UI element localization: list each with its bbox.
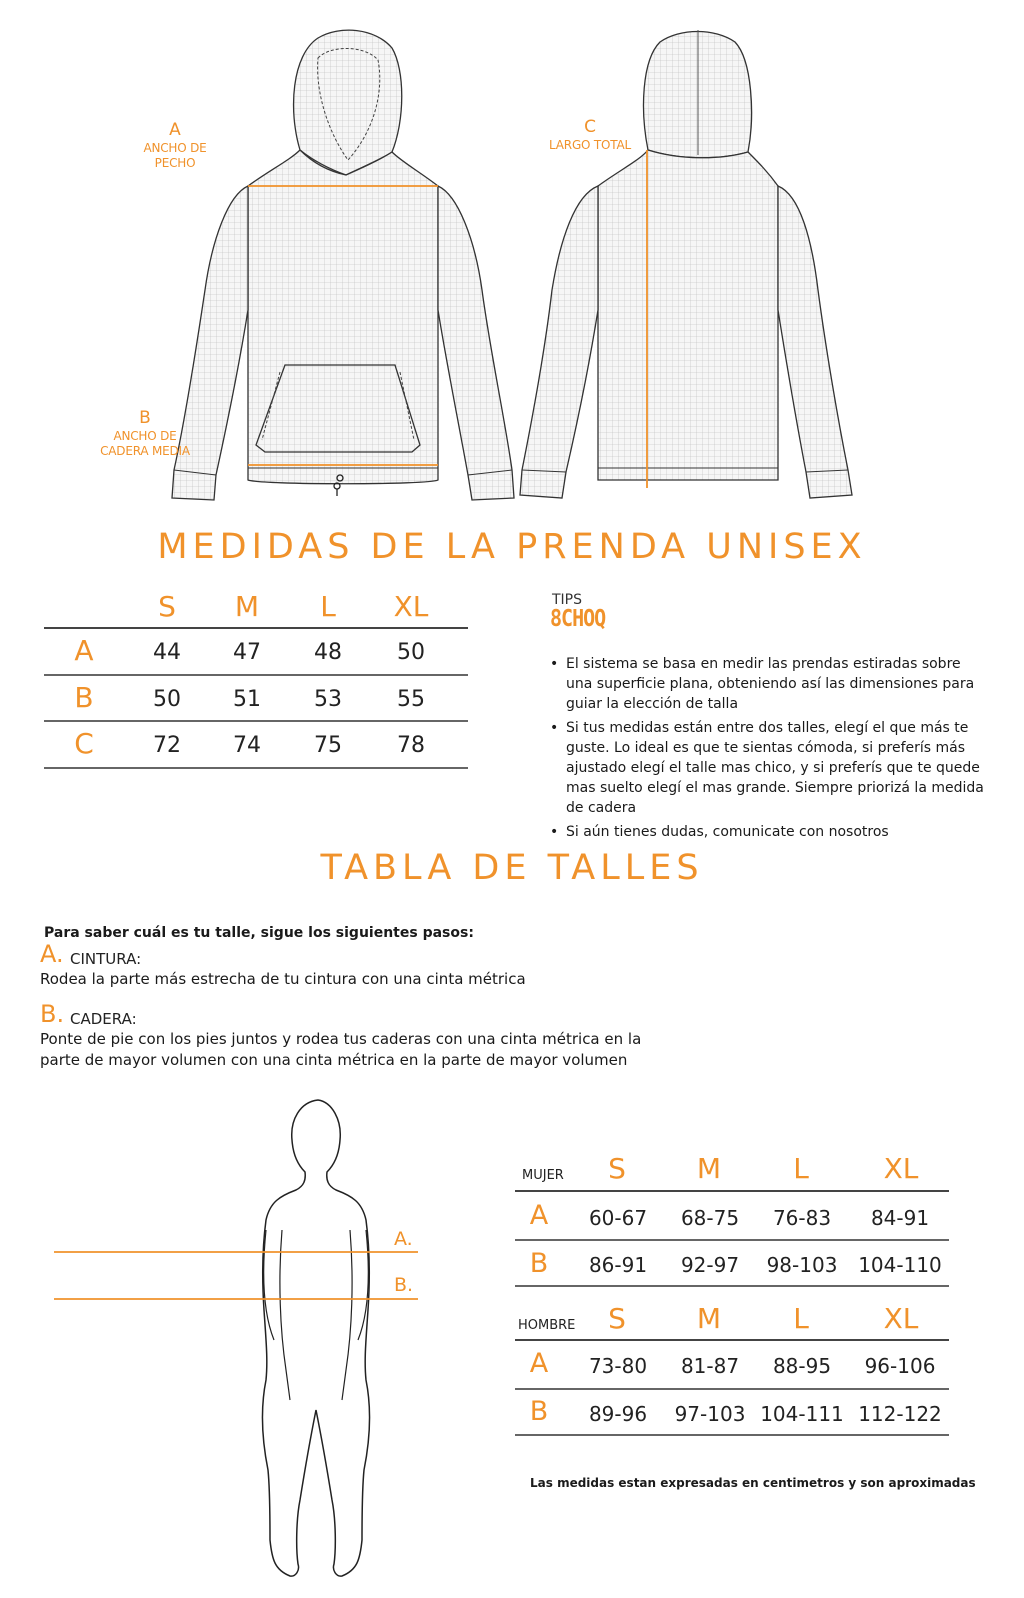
size-title: TABLA DE TALLES <box>320 848 704 888</box>
tip-item: • El sistema se basa en medir las prendas estiradas sobre una superficie plana, obteniendo así las dimensiones para guiar la elección de talla <box>550 654 990 714</box>
st-rule <box>515 1239 949 1241</box>
st-cell: 104-110 <box>858 1253 942 1277</box>
gt-row-label: C <box>74 727 94 760</box>
st-cell: 104-111 <box>760 1402 844 1426</box>
st-cell: 97-103 <box>674 1402 746 1426</box>
step-a-letter: A. <box>40 940 64 968</box>
st-row-label: A <box>529 1348 549 1379</box>
tip-item: • Si tus medidas están entre dos talles, elegí el que más te guste. Lo ideal es que te sientas cómoda, si preferís más ajustado elegí el talle mas chico, y si preferís que te quede mas suelto elegí el mas grande. Siempre priorizá la medida de cadera <box>550 718 990 818</box>
hip-mark-label: B. <box>394 1274 414 1296</box>
st-rule <box>515 1190 949 1192</box>
gt-cell: 78 <box>397 733 425 758</box>
gt-cell: 48 <box>314 640 342 665</box>
st-size-s: S <box>608 1302 626 1335</box>
hoodie-back-sleeve-right <box>778 186 852 498</box>
gt-cell: 51 <box>233 687 261 712</box>
st-size-m: M <box>696 1302 722 1335</box>
st-cell: 88-95 <box>772 1354 832 1378</box>
st-size-m: M <box>696 1152 722 1185</box>
st-cell: 86-91 <box>588 1253 648 1277</box>
gt-row-label: A <box>74 634 94 667</box>
gt-rule <box>44 627 468 629</box>
st-size-xl: XL <box>883 1302 919 1335</box>
st-cell: 68-75 <box>680 1206 740 1230</box>
label-ancho-cadera: B ANCHO DE CADERA MEDIA <box>100 408 190 459</box>
brand-logo: 8CHOQ <box>550 604 606 632</box>
gt-cell: 50 <box>397 640 425 665</box>
st-cell: 60-67 <box>588 1206 648 1230</box>
st-rule <box>515 1285 949 1287</box>
hoodie-back <box>520 30 852 498</box>
st-row-label: B <box>529 1248 549 1279</box>
label-largo-total: C LARGO TOTAL <box>549 117 631 153</box>
steps-intro: Para saber cuál es tu talle, sigue los siguientes pasos: <box>44 925 474 941</box>
gt-cell: 74 <box>233 733 261 758</box>
st-size-s: S <box>608 1152 626 1185</box>
tips-label: TIPS <box>552 592 583 608</box>
hoodie-front-sleeve-right <box>438 186 514 500</box>
step-a-desc: Rodea la parte más estrecha de tu cintura con una cinta métrica <box>40 970 526 988</box>
hoodie-front <box>172 30 514 500</box>
step-b-desc-line1: Ponte de pie con los pies juntos y rodea tus caderas con una cinta métrica en la <box>40 1030 642 1048</box>
hoodie-front-hood <box>294 30 402 175</box>
hoodie-back-sleeve-left <box>520 186 598 498</box>
st-cell: 84-91 <box>870 1206 930 1230</box>
st-row-label: A <box>529 1200 549 1231</box>
st-rule <box>515 1339 949 1341</box>
gt-rule <box>44 767 468 769</box>
gt-cell: 50 <box>153 687 181 712</box>
hoodie-front-pocket <box>256 365 420 452</box>
gt-size-m: M <box>234 590 260 623</box>
gt-size-xl: XL <box>393 590 429 623</box>
step-a-name: CINTURA: <box>70 950 142 968</box>
st-row-label: B <box>529 1396 549 1427</box>
st-rule <box>515 1434 949 1436</box>
body-silhouette <box>0 1080 500 1598</box>
footnote: Las medidas estan expresadas en centimetros y son aproximadas <box>530 1476 976 1490</box>
st-cell: 73-80 <box>588 1354 648 1378</box>
gt-size-s: S <box>158 590 176 623</box>
gt-size-l: L <box>320 590 336 623</box>
st-cell: 89-96 <box>588 1402 648 1426</box>
gt-cell: 53 <box>314 687 342 712</box>
gt-row-label: B <box>74 681 94 714</box>
st-size-l: L <box>793 1302 809 1335</box>
st-cell: 96-106 <box>864 1354 936 1378</box>
step-b-desc-line2: parte de mayor volumen con una cinta métrica en la parte de mayor volumen <box>40 1051 628 1069</box>
gt-cell: 47 <box>233 640 261 665</box>
st-cell: 98-103 <box>766 1253 838 1277</box>
st-cell: 92-97 <box>680 1253 740 1277</box>
tip-item: • Si aún tienes dudas, comunicate con nosotros <box>550 822 990 842</box>
mujer-label: MUJER <box>522 1168 564 1183</box>
gt-rule <box>44 674 468 676</box>
step-b-name: CADERA: <box>70 1010 137 1028</box>
step-b-letter: B. <box>40 1000 65 1028</box>
gt-cell: 44 <box>153 640 181 665</box>
waist-mark-label: A. <box>394 1228 413 1250</box>
gt-cell: 72 <box>153 733 181 758</box>
gt-rule <box>44 720 468 722</box>
body-outline <box>262 1100 369 1576</box>
st-cell: 112-122 <box>858 1402 942 1426</box>
hoodie-back-body <box>598 150 778 480</box>
gt-cell: 75 <box>314 733 342 758</box>
gt-cell: 55 <box>397 687 425 712</box>
label-ancho-pecho: A ANCHO DE PECHO <box>143 120 207 171</box>
hombre-label: HOMBRE <box>518 1318 576 1333</box>
st-size-xl: XL <box>883 1152 919 1185</box>
st-rule <box>515 1388 949 1390</box>
st-cell: 76-83 <box>772 1206 832 1230</box>
garment-title: MEDIDAS DE LA PRENDA UNISEX <box>157 527 867 567</box>
st-cell: 81-87 <box>680 1354 740 1378</box>
st-size-l: L <box>793 1152 809 1185</box>
tips-list <box>550 654 990 846</box>
